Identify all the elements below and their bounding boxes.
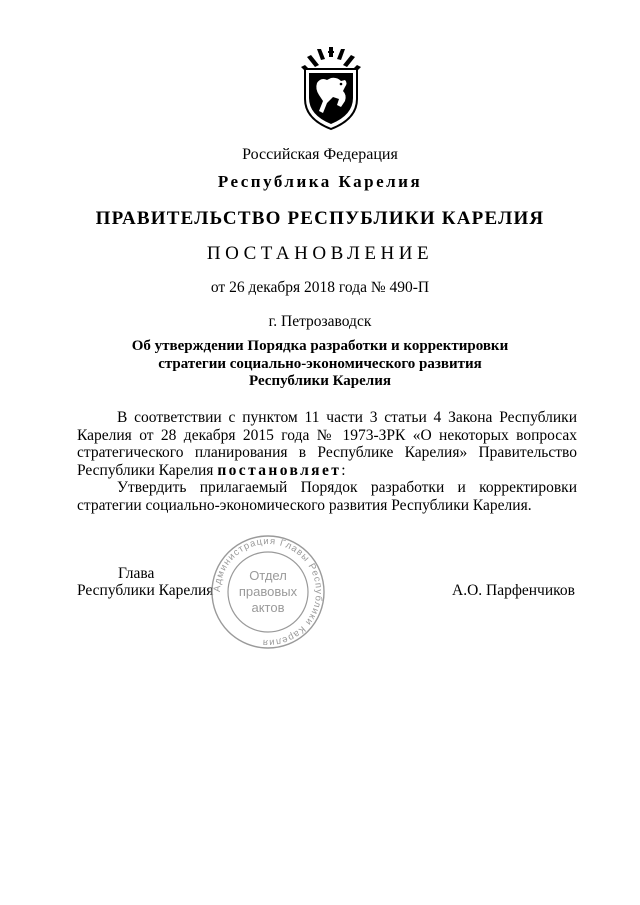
title-line: Об утверждении Порядка разработки и корректировки [131, 338, 509, 354]
document-body [77, 409, 577, 514]
document-title [0, 338, 640, 391]
stamp-center-line: актов [251, 600, 285, 615]
date-number-line: от 26 декабря 2018 года № 490-П [210, 279, 430, 296]
coat-of-arms-icon [297, 47, 365, 131]
signer-name: А.О. Парфенчиков [452, 582, 575, 599]
resolution-keyword: постановляет [217, 461, 342, 479]
document-type: ПОСТАНОВЛЕНИЕ [206, 243, 434, 264]
preamble-paragraph [77, 409, 577, 479]
preamble-end: : [341, 461, 346, 479]
title-line: стратегии социально-экономического развития [158, 355, 482, 372]
city-line: г. Петрозаводск [268, 313, 372, 330]
resolution-paragraph: Утвердить прилагаемый Порядок разработки и корректировки стратегии социально-экономического развития Республики Карелия. [77, 479, 577, 514]
government-heading: ПРАВИТЕЛЬСТВО РЕСПУБЛИКИ КАРЕЛИЯ [95, 208, 545, 229]
official-stamp [204, 534, 332, 650]
signer-position-line2: Республики Карелия [77, 582, 214, 599]
country-name: Российская Федерация [242, 146, 398, 163]
stamp-ring-text: Администрация Главы Республики Карелия [211, 535, 325, 649]
title-line: Республики Карелия [249, 373, 391, 389]
preamble-text: В соответствии с пунктом 11 части 3 статьи 4 Закона Республики Карелия от 28 декабря 2015 года № 1973-ЗРК «О некоторых вопросах стратегического планирования в Республике Карелия» Правительство Республики Карелия [77, 409, 577, 479]
stamp-center-line: правовых [238, 584, 298, 599]
signer-position-line1: Глава [118, 565, 155, 582]
stamp-center-line: Отдел [249, 568, 287, 583]
republic-name: Республика Карелия [217, 172, 423, 191]
